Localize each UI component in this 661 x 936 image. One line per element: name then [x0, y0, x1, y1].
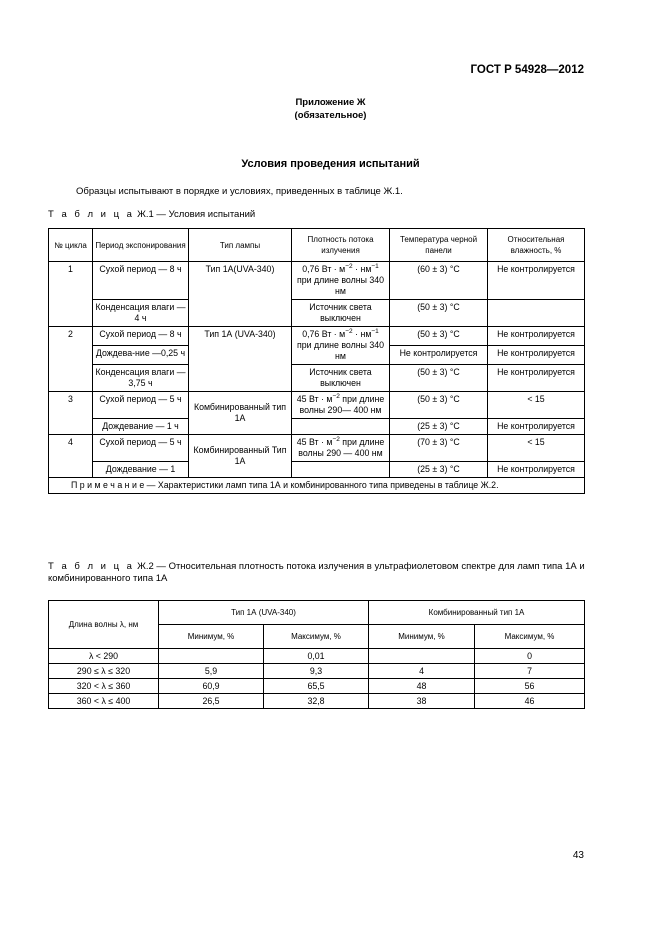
irradiance-table	[48, 600, 585, 709]
value-cell: 26,5	[159, 694, 264, 709]
table-row	[49, 462, 585, 478]
density-wavelength: при длине волны 340 нм	[296, 275, 385, 296]
value-cell: 60,9	[159, 679, 264, 694]
table-header-row	[49, 229, 585, 262]
col-header-type1a: Тип 1А (UVA-340)	[159, 601, 369, 625]
value-cell: 0	[475, 649, 585, 664]
cycle-number: 2	[49, 327, 93, 392]
table2-caption-prefix: Т а б л и ц а	[48, 561, 135, 572]
intro-paragraph: Образцы испытывают в порядке и условиях, приведенных в таблице Ж.1.	[76, 186, 403, 197]
density-cell: Источник света выключен	[292, 365, 390, 392]
density-exponent: −2	[332, 393, 340, 401]
humidity-cell: Не контролируется	[488, 262, 585, 300]
density-cell	[292, 392, 390, 419]
wavelength-cell: 360 < λ ≤ 400	[49, 694, 159, 709]
table-row	[49, 679, 585, 694]
density-exponent: −2	[345, 263, 353, 271]
col-header-min: Минимум, %	[159, 625, 264, 649]
col-header-max: Максимум, %	[475, 625, 585, 649]
col-header-max: Максимум, %	[264, 625, 369, 649]
density-value: 45 Вт · м	[296, 437, 333, 447]
table2-caption-text: Ж.2 — Относительная плотность потока излучения в ультрафиолетовом спектре для ламп типа 1А и комбинированного типа 1А	[48, 561, 585, 584]
period-cell: Конденсация влаги — 4 ч	[93, 300, 189, 327]
period-cell: Сухой период — 5 ч	[93, 392, 189, 419]
value-cell: 56	[475, 679, 585, 694]
table-note-row	[49, 478, 585, 494]
table-row	[49, 694, 585, 709]
table1-caption-text: Ж.1 — Условия испытаний	[134, 209, 256, 220]
value-cell: 7	[475, 664, 585, 679]
temp-cell: (60 ± 3) °С	[390, 262, 488, 300]
col-header-combined: Комбинированный тип 1А	[369, 601, 585, 625]
value-cell: 38	[369, 694, 475, 709]
period-cell: Сухой период — 8 ч	[93, 327, 189, 346]
density-exponent: −2	[332, 436, 340, 444]
document-code: ГОСТ Р 54928—2012	[470, 64, 584, 76]
table1-caption-prefix: Т а б л и ц а	[48, 209, 135, 220]
period-cell: Дождевание — 1 ч	[93, 419, 189, 435]
period-cell: Конденсация влаги — 3,75 ч	[93, 365, 189, 392]
table-row	[49, 327, 585, 346]
density-value: 45 Вт · м	[296, 394, 333, 404]
humidity-cell: Не контролируется	[488, 462, 585, 478]
col-header-period: Период экспонирования	[93, 229, 189, 262]
humidity-cell: Не контролируется	[488, 419, 585, 435]
humidity-cell: Не контролируется	[488, 365, 585, 392]
annex-title: Приложение Ж	[295, 97, 366, 108]
col-header-humidity: Относительная влажность, %	[488, 229, 585, 262]
temp-cell: (50 ± 3) °С	[390, 327, 488, 346]
value-cell: 46	[475, 694, 585, 709]
temp-cell: (50 ± 3) °С	[390, 392, 488, 419]
humidity-cell: Не контролируется	[488, 346, 585, 365]
value-cell: 32,8	[264, 694, 369, 709]
density-value: 0,76 Вт · м	[302, 329, 346, 339]
page-number: 43	[572, 850, 584, 861]
wavelength-cell: 290 ≤ λ ≤ 320	[49, 664, 159, 679]
temp-cell: (25 ± 3) °С	[390, 419, 488, 435]
temp-cell: Не контролируется	[390, 346, 488, 365]
humidity-cell: Не контролируется	[488, 327, 585, 346]
table-row	[49, 392, 585, 419]
col-header-cycle: № цикла	[49, 229, 93, 262]
wavelength-cell: λ < 290	[49, 649, 159, 664]
wavelength-cell: 320 < λ ≤ 360	[49, 679, 159, 694]
value-cell	[369, 649, 475, 664]
density-cell	[292, 435, 390, 462]
col-header-min: Минимум, %	[369, 625, 475, 649]
temp-cell: (70 ± 3) °С	[390, 435, 488, 462]
section-title: Условия проведения испытаний	[241, 158, 420, 170]
density-wavelength: при длине волны 290 — 400 нм	[298, 437, 385, 458]
period-cell: Дождевание — 1	[93, 462, 189, 478]
col-header-temp: Температура черной панели	[390, 229, 488, 262]
col-header-lamp: Тип лампы	[189, 229, 292, 262]
col-header-wavelength: Длина волны λ, нм	[49, 601, 159, 649]
value-cell: 65,5	[264, 679, 369, 694]
temp-cell: (50 ± 3) °С	[390, 365, 488, 392]
density-exponent: −2	[345, 328, 353, 336]
density-cell	[292, 462, 390, 478]
table1-caption	[48, 209, 255, 221]
table-header-row	[49, 601, 585, 625]
table-row	[49, 262, 585, 300]
value-cell: 4	[369, 664, 475, 679]
density-wavelength: при длине волны 340 нм	[296, 340, 385, 361]
period-cell: Сухой период — 5 ч	[93, 435, 189, 462]
density-cell	[292, 262, 390, 300]
lamp-cell: Тип 1А(UVA-340)	[189, 262, 292, 327]
table-row	[49, 664, 585, 679]
table-row	[49, 435, 585, 462]
period-cell: Сухой период — 8 ч	[93, 262, 189, 300]
lamp-cell: Комбинированный тип 1А	[189, 392, 292, 435]
temp-cell: (50 ± 3) °С	[390, 300, 488, 327]
density-unit: · нм	[352, 329, 372, 339]
density-value: 0,76 Вт · м	[302, 264, 346, 274]
cycle-number: 1	[49, 262, 93, 327]
density-exponent: −1	[371, 328, 379, 336]
value-cell: 48	[369, 679, 475, 694]
test-conditions-table	[48, 228, 585, 494]
table-row	[49, 300, 585, 327]
period-cell: Дождева-ние —0,25 ч	[93, 346, 189, 365]
density-cell	[292, 419, 390, 435]
density-wavelength: при длине волны 290— 400 нм	[299, 394, 385, 415]
value-cell: 5,9	[159, 664, 264, 679]
annex-status: (обязательное)	[294, 110, 367, 121]
temp-cell: (25 ± 3) °С	[390, 462, 488, 478]
density-unit: · нм	[352, 264, 372, 274]
value-cell: 9,3	[264, 664, 369, 679]
density-cell	[292, 327, 390, 365]
table-row	[49, 419, 585, 435]
value-cell	[159, 649, 264, 664]
cycle-number: 3	[49, 392, 93, 435]
table2-caption	[48, 561, 588, 585]
lamp-cell: Комбинированный Тип 1А	[189, 435, 292, 478]
cycle-number: 4	[49, 435, 93, 478]
table-note: П р и м е ч а н и е — Характеристики ламп типа 1А и комбинированного типа приведены в таблице Ж.2.	[49, 478, 585, 494]
humidity-cell: < 15	[488, 392, 585, 419]
density-exponent: −1	[371, 263, 379, 271]
value-cell: 0,01	[264, 649, 369, 664]
table-row	[49, 365, 585, 392]
col-header-density: Плотность потока излучения	[292, 229, 390, 262]
humidity-cell: < 15	[488, 435, 585, 462]
lamp-cell: Тип 1А (UVA-340)	[189, 327, 292, 392]
humidity-cell	[488, 300, 585, 327]
table-row	[49, 649, 585, 664]
density-cell: Источник света выключен	[292, 300, 390, 327]
